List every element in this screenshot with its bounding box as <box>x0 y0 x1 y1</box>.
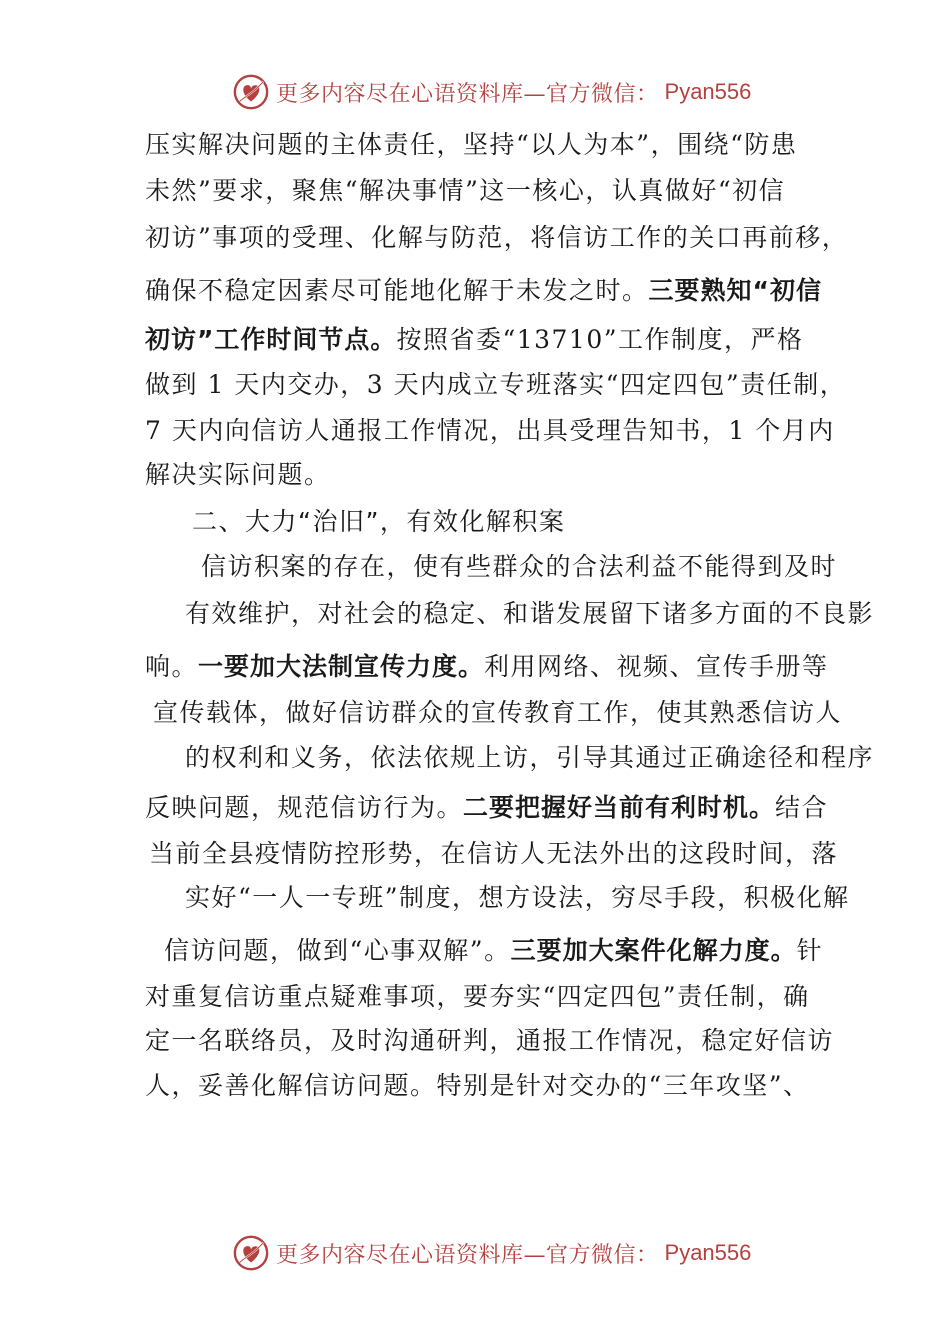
text-line: 做到 1 天内交办，3 天内成立专班落实“四定四包”责任制， <box>145 370 847 399</box>
banner-text: 更多内容尽在心语资料库—官方微信： <box>276 81 659 107</box>
section-heading: 二、大力“治旧”，有效化解积案 <box>192 507 566 536</box>
bold-point: 三要加大案件化解力度。 <box>510 936 797 965</box>
text-line: 初访”工作时间节点。按照省委“13710”工作制度，严格 <box>145 325 804 354</box>
text-line: 反映问题，规范信访行为。二要把握好当前有利时机。结合 <box>145 793 829 822</box>
header-watermark <box>232 70 751 114</box>
text-line: 实好“一人一专班”制度，想方设法，穷尽手段，积极化解 <box>185 883 850 912</box>
text-line: 响。一要加大法制宣传力度。利用网络、视频、宣传手册等 <box>145 652 829 681</box>
text-line: 初访”事项的受理、化解与防范，将信访工作的关口再前移， <box>145 223 849 252</box>
text-line: 有效维护，对社会的稳定、和谐发展留下诸多方面的不良影 <box>185 599 875 628</box>
bold-point: 初访”工作时间节点。 <box>145 325 397 354</box>
text-line: 当前全县疫情防控形势，在信访人无法外出的这段时间，落 <box>149 839 839 868</box>
bold-point: 一要加大法制宣传力度。 <box>198 652 485 681</box>
text-line: 的权利和义务，依法依规上访，引导其通过正确途径和程序 <box>185 743 875 772</box>
text-line: 确保不稳定因素尽可能地化解于未发之时。三要熟知“初信 <box>145 276 822 305</box>
text-line: 人，妥善化解信访问题。特别是针对交办的“三年攻坚”、 <box>145 1071 810 1100</box>
wechat-id: Pyan556 <box>664 1240 752 1265</box>
text-line: 宣传载体，做好信访群众的宣传教育工作，使其熟悉信访人 <box>153 698 843 727</box>
text-line: 压实解决问题的主体责任，坚持“以人为本”，围绕“防患 <box>145 130 798 159</box>
text-line: 7 天内向信访人通报工作情况，出具受理告知书，1 个月内 <box>145 416 835 445</box>
text-line: 解决实际问题。 <box>145 460 331 489</box>
footer-watermark <box>232 1231 751 1275</box>
text-line: 信访积案的存在，使有些群众的合法利益不能得到及时 <box>201 552 838 581</box>
wechat-id: Pyan556 <box>664 79 752 104</box>
text-line: 定一名联络员，及时沟通研判，通报工作情况，稳定好信访 <box>145 1026 835 1055</box>
text-line: 信访问题，做到“心事双解”。三要加大案件化解力度。针 <box>164 936 824 965</box>
heart-logo-icon <box>232 73 270 111</box>
bold-point: 三要熟知“初信 <box>648 276 822 305</box>
bold-point: 二要把握好当前有利时机。 <box>463 793 776 822</box>
heart-logo-icon <box>232 1234 270 1272</box>
text-line: 未然”要求，聚焦“解决事情”这一核心，认真做好“初信 <box>145 176 786 205</box>
text-line: 对重复信访重点疑难事项，要夯实“四定四包”责任制，确 <box>145 982 810 1011</box>
banner-text: 更多内容尽在心语资料库—官方微信： <box>276 1242 659 1268</box>
